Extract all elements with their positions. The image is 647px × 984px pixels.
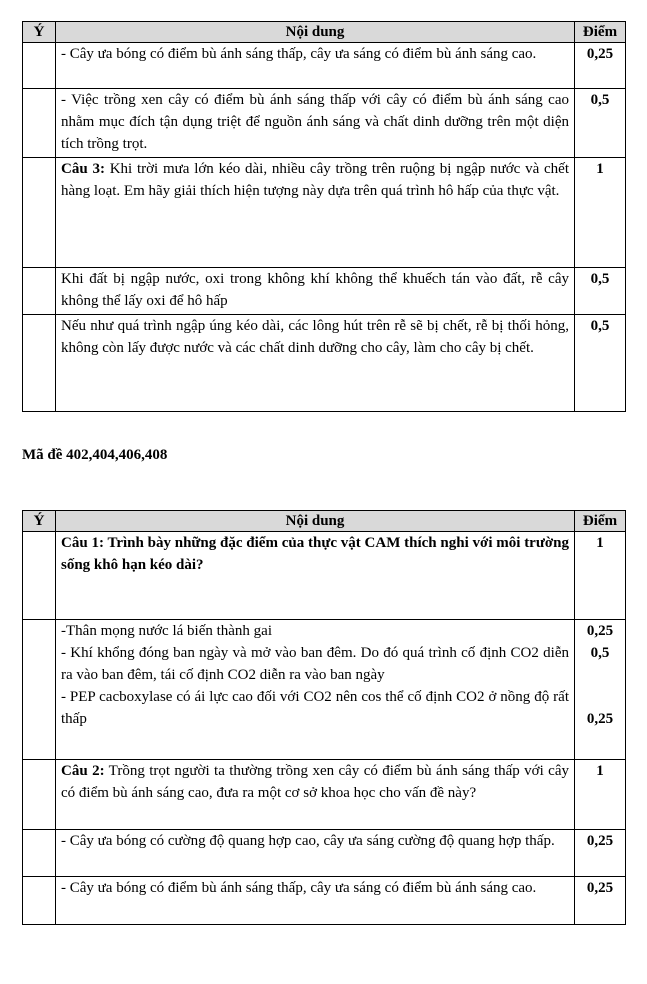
cell-content: - Cây ưa bóng có cường độ quang hợp cao, cây ưa sáng cường độ quang hợp thấp.	[56, 830, 575, 877]
cell-score: 0,5	[575, 315, 626, 412]
cell-score: 0,25	[575, 43, 626, 89]
header-y: Ý	[23, 511, 56, 532]
cell-content: Nếu như quá trình ngập úng kéo dài, các lông hút trên rễ sẽ bị chết, rễ bị thối hỏng, không còn lấy được nước và các chất dinh dưỡng cho cây, làm cho cây bị chết.	[56, 315, 575, 412]
header-score: Điểm	[575, 22, 626, 43]
question-text: Câu 1: Trình bày những đặc điểm của thực vật CAM thích nghi với môi trường sống khô hạn kéo dài?	[56, 532, 575, 620]
table-row	[23, 89, 626, 158]
cell-content	[56, 158, 575, 268]
cell-score: 0,25	[575, 830, 626, 877]
exam-code-label: Mã đề 402,404,406,408	[22, 447, 168, 463]
question-label: Câu 2:	[61, 763, 105, 779]
table-row	[23, 877, 626, 925]
cell-score: 1	[575, 532, 626, 620]
cell-content: - Cây ưa bóng có điểm bù ánh sáng thấp, cây ưa sáng có điểm bù ánh sáng cao.	[56, 877, 575, 925]
cell-y	[23, 532, 56, 620]
table-row	[23, 268, 626, 315]
cell-y	[23, 877, 56, 925]
cell-score: 1	[575, 760, 626, 830]
cell-y	[23, 268, 56, 315]
cell-score: 1	[575, 158, 626, 268]
cell-y	[23, 620, 56, 760]
answer-table-1	[22, 21, 626, 412]
question-text: Trồng trọt người ta thường trồng xen cây có điểm bù ánh sáng thấp với cây có điểm bù ánh sáng cao, đưa ra một cơ sở khoa học cho vấn đề này?	[61, 763, 569, 801]
cell-score: 0,5	[575, 268, 626, 315]
cell-y	[23, 89, 56, 158]
header-content: Nội dung	[56, 511, 575, 532]
header-y: Ý	[23, 22, 56, 43]
answer-line: - PEP cacboxylase có ái lực cao đối với CO2 nên cos thể cố định CO2 ở nồng độ rất thấp	[61, 689, 569, 727]
cell-content	[56, 760, 575, 830]
score-line: 0,25	[586, 711, 614, 727]
answer-table-2	[22, 510, 626, 925]
table-header-row	[23, 511, 626, 532]
table-row	[23, 315, 626, 412]
table-row	[23, 532, 626, 620]
question-label: Câu 3:	[61, 161, 105, 177]
table-header-row	[23, 22, 626, 43]
cell-score	[575, 620, 626, 760]
cell-score: 0,25	[575, 877, 626, 925]
header-content: Nội dung	[56, 22, 575, 43]
table-row	[23, 158, 626, 268]
table-row	[23, 830, 626, 877]
answer-line: -Thân mọng nước lá biến thành gai	[61, 623, 273, 639]
table-row	[23, 43, 626, 89]
cell-content: Khi đất bị ngập nước, oxi trong không khí không thể khuếch tán vào đất, rễ cây không thể lấy oxi để hô hấp	[56, 268, 575, 315]
question-text: Khi trời mưa lớn kéo dài, nhiều cây trồng trên ruộng bị ngập nước và chết hàng loạt. Em hãy giải thích hiện tượng này dựa trên quá trình hô hấp của thực vật.	[61, 161, 569, 199]
score-line: 0,25	[586, 623, 614, 639]
table-row	[23, 760, 626, 830]
table-row	[23, 620, 626, 760]
cell-y	[23, 315, 56, 412]
cell-content: - Cây ưa bóng có điểm bù ánh sáng thấp, cây ưa sáng có điểm bù ánh sáng cao.	[56, 43, 575, 89]
cell-content: - Việc trồng xen cây có điểm bù ánh sáng thấp với cây có điểm bù ánh sáng cao nhằm mục đích tận dụng triệt để nguồn ánh sáng và chất dinh dưỡng trên một diện tích trồng trọt.	[56, 89, 575, 158]
cell-content	[56, 620, 575, 760]
cell-y	[23, 760, 56, 830]
cell-score: 0,5	[575, 89, 626, 158]
cell-y	[23, 830, 56, 877]
cell-y	[23, 158, 56, 268]
score-line: 0,5	[590, 645, 610, 661]
header-score: Điểm	[575, 511, 626, 532]
cell-y	[23, 43, 56, 89]
answer-line: - Khí khổng đóng ban ngày và mở vào ban đêm. Do đó quá trình cố định CO2 diễn ra vào ban đêm, tái cố định CO2 diễn ra vào ban ngày	[61, 645, 569, 683]
